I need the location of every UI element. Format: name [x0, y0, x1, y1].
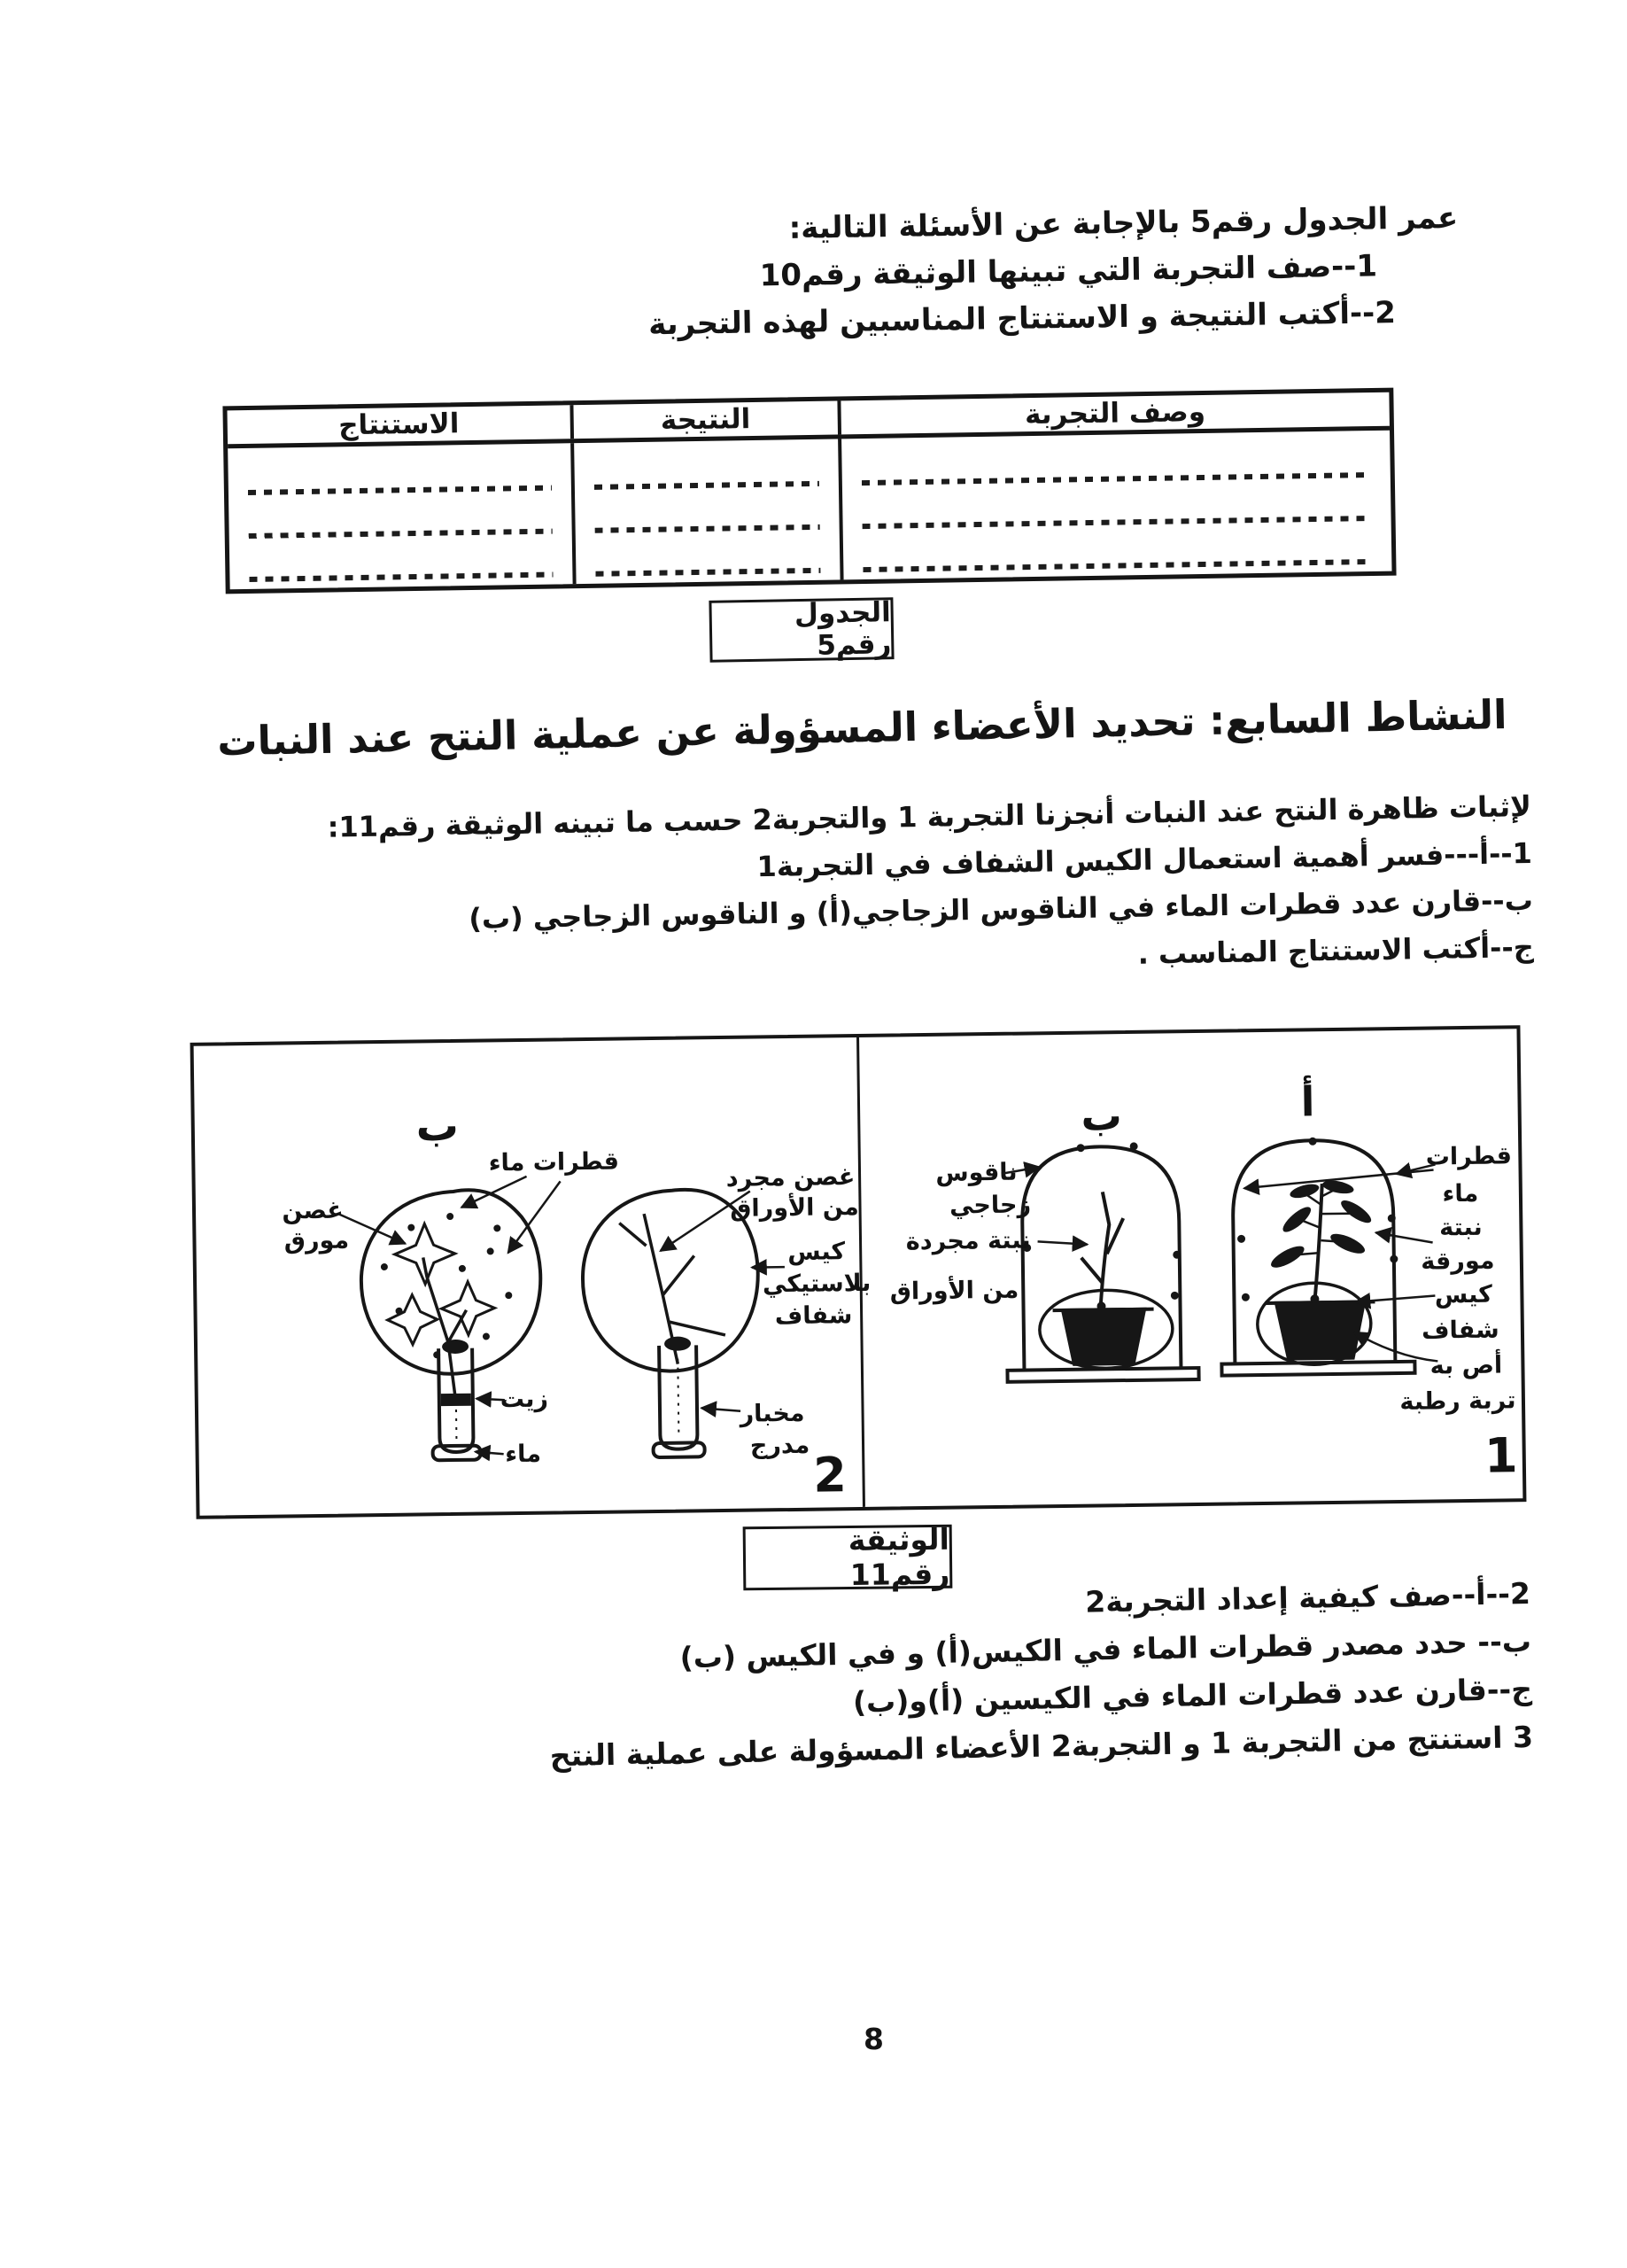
cylinder-label-1: مخبار — [740, 1399, 805, 1428]
experiments-diagram — [194, 1029, 1523, 1516]
arrow — [701, 1408, 740, 1412]
leafy-branch-bag — [360, 1189, 542, 1396]
arrow — [461, 1177, 527, 1208]
jar-a-letter: أ — [1300, 1077, 1315, 1126]
intro-line-2: 1--صف التجربة التي تبينها الوثيقة رقم10 — [759, 248, 1378, 294]
transparent-bag-label-2: شفاف — [1421, 1316, 1499, 1345]
answer-blank-line — [247, 454, 552, 502]
water-drops-label: قطرات ماء — [488, 1147, 620, 1177]
intro-line-3: 2--أكتب النتيجة و الاستنتاج المناسبين لهذه التجربة — [648, 295, 1397, 343]
moist-soil-pot-label-1: أص به — [1429, 1351, 1503, 1380]
table5-caption: الجدول رقم5 — [794, 596, 892, 662]
answer-blank-line — [594, 493, 819, 540]
answer-blank-line — [863, 528, 1373, 579]
water-drops-label-2: ماء — [1442, 1179, 1479, 1208]
water-label: ماء — [505, 1440, 542, 1469]
column-header-description: وصف التجربة — [1024, 395, 1206, 431]
answer-table — [222, 388, 1396, 594]
question-line-3: ج--قارن عدد قطرات الماء في الكيسين (أ)و(ب) — [852, 1671, 1532, 1720]
oil-label: زيت — [500, 1385, 549, 1414]
bare-branch-label-2: من الأوراق — [730, 1192, 859, 1223]
moist-soil-pot-label-2: تربة رطبة — [1399, 1386, 1516, 1417]
bell-jar-a — [1219, 1136, 1414, 1375]
answer-blank-line — [861, 441, 1371, 493]
graduated-cylinder — [652, 1336, 705, 1457]
experiment-1-number: 1 — [1484, 1427, 1518, 1484]
setup-b-letter: ب — [415, 1100, 460, 1152]
intro-line-1: عمر الجدول رقم5 بالإجابة عن الأسئلة التالية: — [788, 199, 1459, 246]
answer-blank-line — [249, 541, 554, 589]
plastic-bag-label-1: كيس — [787, 1238, 846, 1267]
leafy-branch-label-2: مورق — [283, 1226, 350, 1255]
activity-title: النشاط السابع: تحديد الأعضاء المسؤولة عن عملية النتح عند النبات — [216, 691, 1507, 765]
question-line-4: 3 استنتج من التجربة 1 و التجربة2 الأعضاء المسؤولة على عملية النتح — [549, 1719, 1533, 1774]
experiment-1-panel — [887, 1072, 1518, 1491]
answer-blank-line — [862, 485, 1372, 536]
jar-b-letter: ب — [1081, 1091, 1123, 1140]
answer-table-body — [228, 431, 1391, 590]
page-number: 8 — [864, 2022, 884, 2056]
conclusion-answer-cell — [228, 443, 576, 589]
transparent-bag-label-1: كيس — [1434, 1280, 1493, 1309]
questions-block — [546, 1570, 1533, 1780]
maple-leaf — [387, 1294, 438, 1345]
leafless-plant-label-1: نبتة مجردة — [905, 1226, 1031, 1256]
plastic-bag-label-2: بلاستيكي — [762, 1269, 872, 1299]
leafless-plant-label-2: من الأوراق — [889, 1276, 1019, 1306]
column-header-result: النتيجة — [573, 400, 841, 439]
leafy-plant-label-1: نبتة — [1438, 1213, 1483, 1242]
leafy-plant-label-2: مورقة — [1421, 1247, 1495, 1276]
intro-block — [647, 195, 1460, 348]
bare-branch-label-1: غصن مجرد — [725, 1163, 856, 1192]
activity-line-4: ج--أكتب الاستنتاج المناسب . — [1136, 929, 1534, 971]
glass-bell-label-1: ناقوس — [935, 1158, 1018, 1187]
glass-bell-label-2: زجاجي — [949, 1191, 1032, 1220]
document11-figure — [190, 1025, 1527, 1519]
document11-caption: الوثيقة رقم11 — [848, 1521, 950, 1592]
experiment-2-panel — [281, 1096, 874, 1511]
maple-leaf — [441, 1281, 495, 1335]
leafy-branch-label-1: غصن — [282, 1196, 344, 1225]
activity-line-2: 1--أ---فسر أهمية استعمال الكيس الشفاف في التجربة1 — [755, 835, 1532, 884]
document11-caption-box — [743, 1521, 953, 1592]
pot — [1274, 1300, 1367, 1360]
result-answer-cell — [574, 439, 843, 584]
activity-block — [327, 783, 1534, 992]
question-line-1: 2--أ--صف كيفية إعداد التجربة2 — [1084, 1575, 1530, 1619]
plastic-bag-label-3: شفاف — [774, 1301, 853, 1331]
question-line-2: ب-- حدد مصدر قطرات الماء في الكيس(أ) و في الكيس (ب) — [678, 1623, 1531, 1675]
cylinder-with-oil — [431, 1340, 481, 1461]
answer-blank-line — [593, 450, 818, 497]
answer-blank-line — [595, 537, 820, 584]
column-header-conclusion: الاستنتاج — [227, 405, 574, 444]
pot — [1061, 1308, 1148, 1366]
maple-leaf — [394, 1223, 455, 1285]
bell-jar-b — [1004, 1141, 1198, 1381]
arrow — [1038, 1241, 1088, 1246]
answer-blank-line — [248, 498, 553, 546]
description-answer-cell — [841, 431, 1392, 580]
arrow — [1375, 1232, 1432, 1244]
experiment-2-number: 2 — [812, 1447, 848, 1503]
water-drops-label-1: قطرات — [1425, 1142, 1513, 1171]
activity-line-3: ب--قارن عدد قطرات الماء في الناقوس الزجاجي(أ) و الناقوس الزجاجي (ب) — [468, 882, 1533, 936]
table5-caption-box — [709, 597, 894, 663]
oil-layer — [441, 1394, 471, 1406]
activity-line-1: لإثبات ظاهرة النتح عند النبات أنجزنا التجربة 1 والتجربة2 حسب ما تبينه الوثيقة رقم11: — [326, 788, 1531, 844]
cylinder-label-2: مدرج — [749, 1431, 810, 1460]
